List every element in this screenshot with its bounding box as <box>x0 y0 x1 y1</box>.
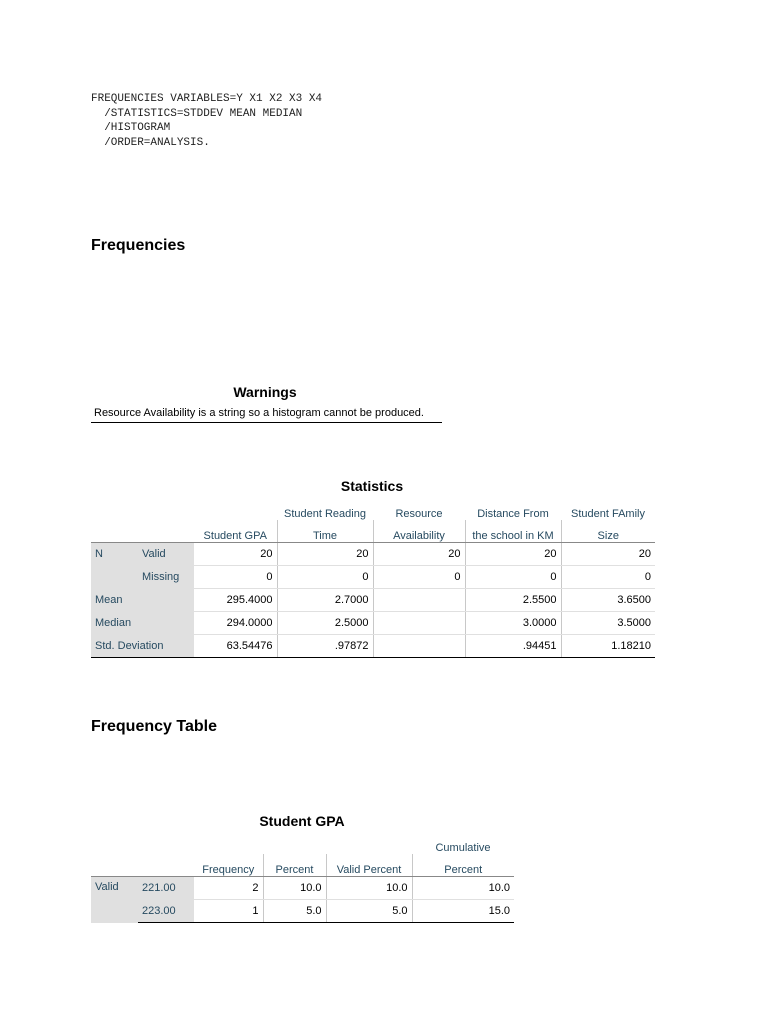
stat-col-header: Size <box>561 520 655 543</box>
student-gpa-table <box>91 832 514 923</box>
table-cell: 20 <box>194 543 277 566</box>
row-label: Mean <box>91 589 194 612</box>
table-cell: 0 <box>277 566 373 589</box>
syntax-line: FREQUENCIES VARIABLES=Y X1 X2 X3 X4 <box>91 93 323 105</box>
table-cell: 15.0 <box>412 900 514 923</box>
table-cell: 1 <box>194 900 263 923</box>
statistics-title: Statistics <box>340 478 404 494</box>
stat-col-header: Student FAmily <box>571 508 645 520</box>
gpa-col-header: Valid Percent <box>326 854 412 877</box>
stat-col-header: Student GPA <box>194 520 277 543</box>
frequency-table-heading: Frequency Table <box>91 718 217 735</box>
table-cell: 0 <box>465 566 561 589</box>
frequencies-heading: Frequencies <box>91 237 186 254</box>
table-cell: 294.0000 <box>194 612 277 635</box>
table-cell: 20 <box>465 543 561 566</box>
table-cell: 295.4000 <box>194 589 277 612</box>
syntax-block <box>91 92 322 150</box>
table-cell: 20 <box>373 543 465 566</box>
table-cell <box>373 635 465 658</box>
gpa-col-header <box>194 832 263 854</box>
table-cell: 2.5500 <box>465 589 561 612</box>
row-label: Std. Deviation <box>91 635 194 658</box>
table-cell: 3.6500 <box>561 589 655 612</box>
table-cell: 20 <box>561 543 655 566</box>
table-cell: 2.7000 <box>277 589 373 612</box>
table-cell: 5.0 <box>326 900 412 923</box>
table-cell: 2 <box>194 877 263 900</box>
row-value: 221.00 <box>138 877 194 900</box>
row-label: N <box>91 543 138 566</box>
stat-col-header: Student Reading <box>284 508 366 520</box>
table-cell: 1.18210 <box>561 635 655 658</box>
table-cell: 0 <box>373 566 465 589</box>
table-cell: 0 <box>561 566 655 589</box>
table-cell: 10.0 <box>326 877 412 900</box>
table-row <box>91 589 655 612</box>
row-sublabel: Valid <box>138 543 194 566</box>
student-gpa-title: Student GPA <box>259 813 345 829</box>
table-cell: 20 <box>277 543 373 566</box>
gpa-col-header: Percent <box>263 854 326 877</box>
stat-col-header <box>194 498 277 520</box>
table-row <box>91 612 655 635</box>
table-cell: 0 <box>194 566 277 589</box>
table-row <box>91 543 655 566</box>
table-cell: 3.0000 <box>465 612 561 635</box>
table-row <box>91 566 655 589</box>
gpa-col-header <box>326 832 412 854</box>
table-cell <box>373 589 465 612</box>
table-cell: 10.0 <box>412 877 514 900</box>
gpa-col-header: Percent <box>412 854 514 877</box>
stat-col-header: Distance From <box>477 508 549 520</box>
table-row <box>91 900 514 923</box>
warnings-title: Warnings <box>233 384 297 400</box>
row-group-label: Valid <box>91 877 138 923</box>
syntax-line: /ORDER=ANALYSIS. <box>91 136 210 149</box>
row-label: Median <box>91 612 194 635</box>
table-cell: 5.0 <box>263 900 326 923</box>
gpa-col-header: Frequency <box>194 854 263 877</box>
statistics-table <box>91 498 655 658</box>
syntax-line: /STATISTICS=STDDEV MEAN MEDIAN <box>91 107 303 120</box>
stat-col-header: Time <box>277 520 373 543</box>
table-cell: 10.0 <box>263 877 326 900</box>
stat-col-header: Resource <box>395 508 443 520</box>
gpa-col-header: Cumulative <box>435 842 491 854</box>
stat-col-header: the school in KM <box>465 520 561 543</box>
table-cell: 2.5000 <box>277 612 373 635</box>
syntax-line: /HISTOGRAM <box>91 122 171 134</box>
gpa-col-header <box>263 832 326 854</box>
stat-col-header: Availability <box>373 520 465 543</box>
table-cell: .94451 <box>465 635 561 658</box>
table-cell <box>373 612 465 635</box>
table-row <box>91 635 655 658</box>
table-cell: 63.54476 <box>194 635 277 658</box>
row-value: 223.00 <box>138 900 194 923</box>
row-sublabel: Missing <box>138 566 194 589</box>
table-row <box>91 877 514 900</box>
warnings-text: Resource Availability is a string so a histogram cannot be produced. <box>91 405 442 423</box>
table-cell: 3.5000 <box>561 612 655 635</box>
table-cell: .97872 <box>277 635 373 658</box>
row-label <box>91 566 138 589</box>
